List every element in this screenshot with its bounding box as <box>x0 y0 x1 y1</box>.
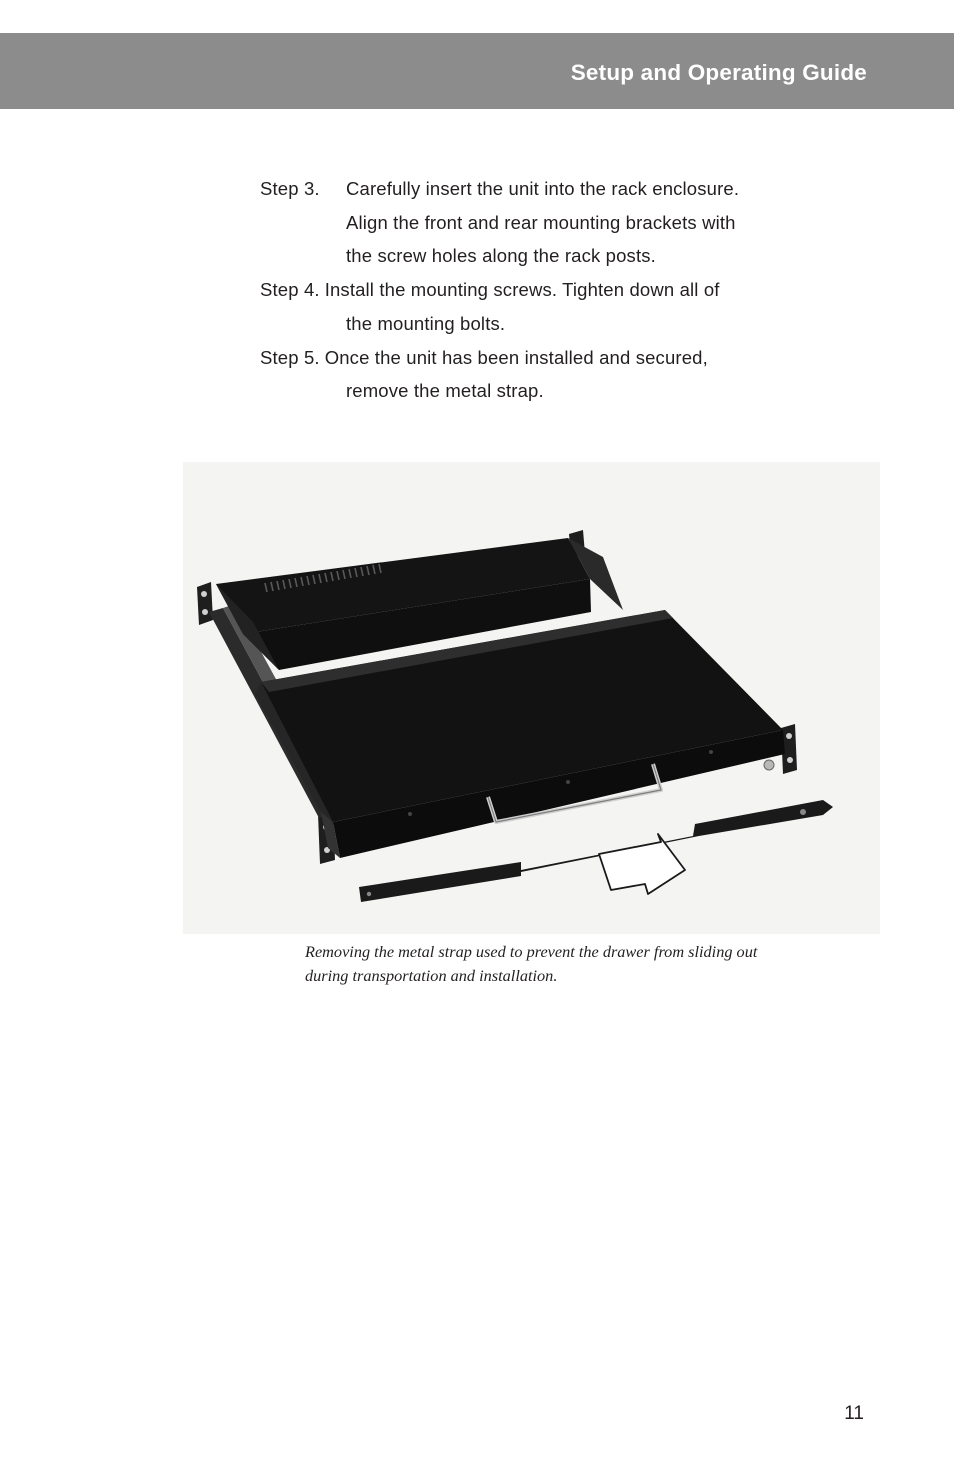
page-header-title: Setup and Operating Guide <box>570 60 867 85</box>
rack-drawer-photo <box>183 462 880 934</box>
removal-arrow-icon <box>599 834 685 894</box>
step-4-label: Step 4. <box>260 279 320 301</box>
step-3-label: Step 3. <box>260 178 320 199</box>
page-number: 11 <box>844 1403 864 1424</box>
caption-line-2: during transportation and installation. <box>305 965 558 985</box>
step-4-text-line-2: the mounting bolts. <box>346 312 506 334</box>
figure-caption <box>305 940 865 987</box>
step-4-text-line-1: Install the mounting screws. Tighten down all of <box>324 279 720 301</box>
step-5-text-line-1: Once the unit has been installed and secured, <box>324 346 708 368</box>
lock-icon <box>764 760 774 770</box>
caption-line-1: Removing the metal strap used to prevent the drawer from sliding out <box>305 942 758 961</box>
step-5-text-line-2: remove the metal strap. <box>346 380 544 402</box>
installation-steps <box>260 172 860 408</box>
step-3-text-line-2: Align the front and rear mounting brackets with <box>346 211 736 233</box>
step-3-line-1 <box>260 172 860 206</box>
step-4-line-1 <box>260 273 860 307</box>
step-3-text-line-3: the screw holes along the rack posts. <box>346 245 656 267</box>
step-5-label: Step 5. <box>260 346 320 368</box>
step-3-text-line-1: Carefully insert the unit into the rack enclosure. <box>346 178 740 199</box>
step-5-line-1 <box>260 341 860 375</box>
